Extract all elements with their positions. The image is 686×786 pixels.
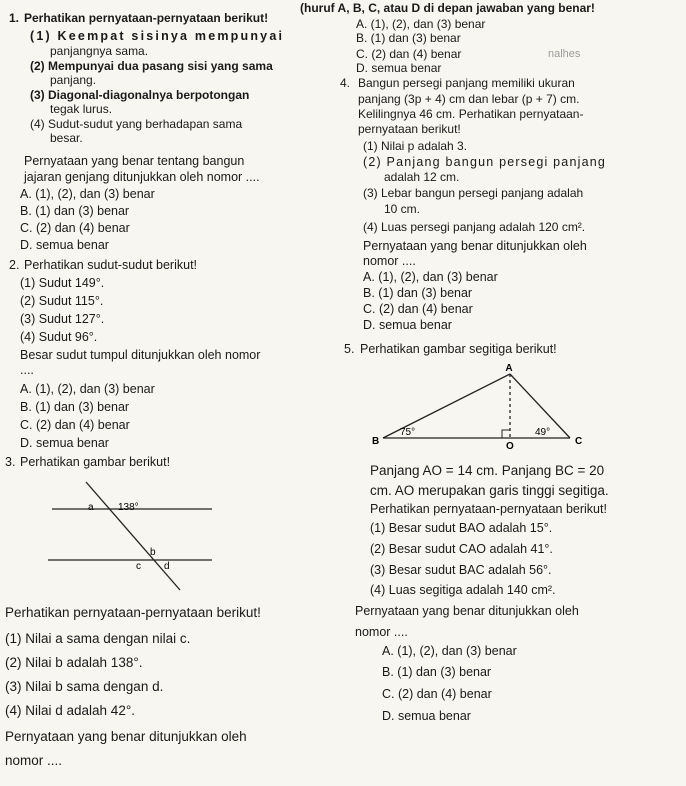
- q1-statement-1: (1) Keempat sisinya mempunyai: [30, 29, 285, 43]
- q5-line-1: Panjang AO = 14 cm. Panjang BC = 20: [370, 463, 605, 478]
- q3-stem: Perhatikan gambar berikut!: [20, 455, 171, 469]
- q3-number: 3.: [5, 455, 16, 469]
- right-angle-mark: [502, 430, 510, 438]
- q3-prompt: Perhatikan pernyataan-pernyataan berikut!: [5, 605, 261, 620]
- q3-statement-4: (4) Nilai d adalah 42°.: [5, 703, 135, 718]
- q1-number: 1.: [9, 11, 20, 25]
- q1-statement-3: (3) Diagonal-diagonalnya berpotongan: [30, 88, 250, 102]
- point-o-label: O: [506, 441, 514, 450]
- q1r-option-b[interactable]: B. (1) dan (3) benar: [356, 31, 461, 45]
- q4-question-2: nomor ....: [363, 254, 416, 268]
- q2-statement-3: (3) Sudut 127°.: [20, 312, 105, 326]
- q4-line-2: panjang (3p + 4) cm dan lebar (p + 7) cm.: [358, 92, 580, 106]
- q3-question-2: nomor ....: [5, 753, 63, 768]
- q4-option-d[interactable]: D. semua benar: [363, 318, 452, 332]
- label-c: c: [136, 561, 141, 572]
- q1r-option-a[interactable]: A. (1), (2), dan (3) benar: [356, 17, 486, 31]
- q5-stem: Perhatikan gambar segitiga berikut!: [360, 342, 557, 356]
- q2-option-d[interactable]: D. semua benar: [20, 436, 109, 450]
- vertex-b-label: B: [372, 436, 380, 447]
- label-138: 138°: [118, 502, 139, 513]
- q4-option-b[interactable]: B. (1) dan (3) benar: [363, 286, 473, 300]
- q1-option-b[interactable]: B. (1) dan (3) benar: [20, 204, 130, 218]
- q5-option-c[interactable]: C. (2) dan (4) benar: [382, 687, 492, 701]
- instruction-header: (huruf A, B, C, atau D di depan jawaban yang benar!: [300, 1, 595, 15]
- q2-option-c[interactable]: C. (2) dan (4) benar: [20, 418, 130, 432]
- q5-statement-2: (2) Besar sudut CAO adalah 41°.: [370, 542, 553, 556]
- q1r-option-d[interactable]: D. semua benar: [356, 61, 442, 75]
- q1-option-d[interactable]: D. semua benar: [20, 238, 109, 252]
- q5-question-1: Pernyataan yang benar ditunjukkan oleh: [355, 604, 579, 618]
- q1-statement-2-cont: panjang.: [50, 73, 97, 87]
- q4-option-a[interactable]: A. (1), (2), dan (3) benar: [363, 270, 498, 284]
- q5-statement-3: (3) Besar sudut BAC adalah 56°.: [370, 563, 552, 577]
- q2-statement-1: (1) Sudut 149°.: [20, 276, 105, 290]
- q4-statement-4: (4) Luas persegi panjang adalah 120 cm².: [363, 220, 586, 234]
- q1-statement-3-cont: tegak lurus.: [50, 102, 113, 116]
- q3-statement-3: (3) Nilai b sama dengan d.: [5, 679, 164, 694]
- q4-number: 4.: [340, 76, 351, 90]
- q3-question-1: Pernyataan yang benar ditunjukkan oleh: [5, 729, 247, 744]
- q4-statement-3-cont: 10 cm.: [384, 202, 421, 216]
- q1-stem: Perhatikan pernyataan-pernyataan berikut!: [24, 11, 269, 25]
- q3-statement-1: (1) Nilai a sama dengan nilai c.: [5, 631, 191, 646]
- q4-statement-3: (3) Lebar bangun persegi panjang adalah: [363, 186, 584, 200]
- q5-statement-4: (4) Luas segitiga adalah 140 cm².: [370, 583, 556, 597]
- q5-option-a[interactable]: A. (1), (2), dan (3) benar: [382, 644, 517, 658]
- angle-c-label: 49°: [535, 427, 551, 438]
- q1-option-a[interactable]: A. (1), (2), dan (3) benar: [20, 187, 155, 201]
- q5-statement-1: (1) Besar sudut BAO adalah 15°.: [370, 521, 553, 535]
- q1-statement-4-cont: besar.: [50, 131, 83, 145]
- faint-stamp: nalhes: [548, 48, 581, 60]
- label-a: a: [88, 502, 94, 513]
- q2-question-1: Besar sudut tumpul ditunjukkan oleh nomor: [20, 348, 261, 362]
- q5-line-2: cm. AO merupakan garis tinggi segitiga.: [370, 483, 609, 498]
- q5-question-2: nomor ....: [355, 625, 408, 639]
- q1-statement-4: (4) Sudut-sudut yang berhadapan sama: [30, 117, 243, 131]
- q4-line-4: pernyataan berikut!: [358, 122, 461, 136]
- triangle-figure: [360, 362, 680, 450]
- angle-b-label: 75°: [400, 427, 416, 438]
- label-b: b: [150, 547, 156, 558]
- q1-option-c[interactable]: C. (2) dan (4) benar: [20, 221, 130, 235]
- q4-statement-2: (2) Panjang bangun persegi panjang: [363, 155, 607, 169]
- q4-option-c[interactable]: C. (2) dan (4) benar: [363, 302, 473, 316]
- q1r-option-c[interactable]: C. (2) dan (4) benar: [356, 47, 462, 61]
- q2-option-a[interactable]: A. (1), (2), dan (3) benar: [20, 382, 155, 396]
- q4-line-3: Kelilingnya 46 cm. Perhatikan pernyataan-: [358, 107, 584, 121]
- q1-question-1: Pernyataan yang benar tentang bangun: [24, 154, 245, 168]
- label-d: d: [164, 561, 170, 572]
- q1-statement-1-cont: panjangnya sama.: [50, 44, 149, 58]
- q2-number: 2.: [9, 258, 20, 272]
- q5-option-b[interactable]: B. (1) dan (3) benar: [382, 665, 492, 679]
- q4-statement-1: (1) Nilai p adalah 3.: [363, 139, 468, 153]
- q2-statement-2: (2) Sudut 115°.: [20, 294, 104, 308]
- q2-question-2: ....: [20, 363, 34, 377]
- parallel-lines-figure: [40, 472, 220, 592]
- q5-line-3: Perhatikan pernyataan-pernyataan berikut!: [370, 502, 607, 516]
- q3-statement-2: (2) Nilai b adalah 138°.: [5, 655, 143, 670]
- q2-option-b[interactable]: B. (1) dan (3) benar: [20, 400, 130, 414]
- q2-statement-4: (4) Sudut 96°.: [20, 330, 98, 344]
- vertex-a-label: A: [505, 363, 513, 374]
- transversal-line: [86, 482, 180, 590]
- q5-number: 5.: [344, 342, 355, 356]
- q4-line-1: Bangun persegi panjang memiliki ukuran: [358, 76, 575, 90]
- q1-statement-2: (2) Mempunyai dua pasang sisi yang sama: [30, 59, 273, 73]
- q2-stem: Perhatikan sudut-sudut berikut!: [24, 258, 198, 272]
- vertex-c-label: C: [575, 436, 583, 447]
- q5-option-d[interactable]: D. semua benar: [382, 709, 471, 723]
- q1-question-2: jajaran genjang ditunjukkan oleh nomor ....: [24, 170, 260, 184]
- q4-question-1: Pernyataan yang benar ditunjukkan oleh: [363, 239, 587, 253]
- q4-statement-2-cont: adalah 12 cm.: [384, 170, 460, 184]
